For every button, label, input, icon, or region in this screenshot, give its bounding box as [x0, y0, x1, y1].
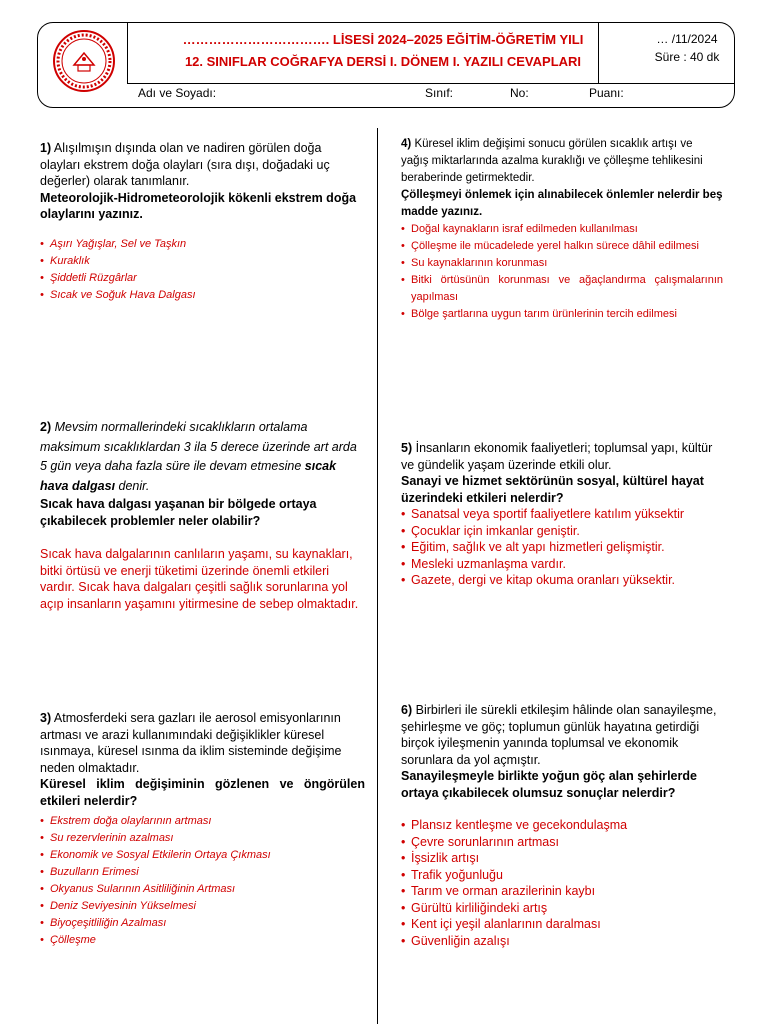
question-prompt: Sıcak hava dalgası yaşanan bir bölgede ortaya çıkabilecek problemler neler olabilir?: [40, 497, 317, 528]
exam-date: … /11/2024: [656, 32, 718, 46]
answer-item: • Şiddetli Rüzgârlar: [40, 270, 365, 287]
question-term: sıcak hava dalgası: [40, 459, 337, 493]
question-6: [401, 702, 723, 949]
answer-item: • Trafik yoğunluğu: [401, 867, 723, 884]
question-prompt: Sanayileşmeyle birlikte yoğun göç alan şehirlerde ortaya çıkabilecek olumsuz sonuçlar nelerdir?: [401, 769, 697, 800]
question-prompt: Sanayi ve hizmet sektörünün sosyal, kültürel hayat üzerindeki etkileri nelerdir?: [401, 474, 704, 505]
answer-item: • Deniz Seviyesinin Yükselmesi: [40, 898, 365, 915]
answer-item: • Eğitim, sağlık ve alt yapı hizmetleri gelişmiştir.: [401, 539, 723, 556]
question-term-suffix: denir.: [115, 478, 150, 493]
answer-list: [40, 236, 365, 304]
column-divider: [377, 128, 378, 1024]
answer-item: • Çölleşme: [40, 932, 365, 949]
answer-item: • Kent içi yeşil alanlarının daralması: [401, 916, 723, 933]
answer-item: • Ekstrem doğa olaylarının artması: [40, 813, 365, 830]
answer-item: • Çocuklar için imkanlar geniştir.: [401, 523, 723, 540]
answer-item: • Aşırı Yağışlar, Sel ve Taşkın: [40, 236, 365, 253]
answer-item: • Plansız kentleşme ve gecekondulaşma: [401, 817, 723, 834]
answer-item: • Bölge şartlarına uygun tarım ürünlerinin tercih edilmesi: [401, 306, 723, 323]
answer-item: • Gürültü kirliliğindeki artış: [401, 900, 723, 917]
question-text: Alışılmışın dışında olan ve nadiren görülen doğa olayları ekstrem doğa olayları (sıra dışı, doğadaki uç değerler) olarak tanımlanır.: [40, 141, 330, 188]
score-field-label: Puanı:: [589, 86, 624, 100]
question-number: 2): [40, 420, 52, 434]
answer-list: [40, 813, 365, 949]
question-prompt: Meteorolojik-Hidrometeorolojik kökenli ekstrem doğa olaylarını yazınız.: [40, 190, 357, 221]
answer-text: Sıcak hava dalgalarının canlıların yaşamı, su kaynakları, bitki örtüsü ve enerji tüketimi üzerinde önemli etkileri vardır. Sıcak hava dalgaları çeşitli sağlık sorunlarına yol açıp insanların yaşamını yitirmesine de sebep olmaktadır.: [40, 547, 359, 611]
question-number: 5): [401, 441, 413, 455]
class-field-label: Sınıf:: [425, 86, 454, 100]
answer-list: [401, 221, 723, 323]
question-number: 1): [40, 141, 52, 155]
answer-item: • Sanatsal veya sportif faaliyetlere katılım yüksektir: [401, 506, 723, 523]
answer-item: • Çölleşme ile mücadelede yerel halkın sürece dâhil edilmesi: [401, 238, 723, 255]
question-text: Mevsim normallerindeki sıcaklıkların ortalama maksimum sıcaklıklardan 3 ila 5 derece üzerinde art arda 5 gün veya daha fazla süre ile devam etmesine: [40, 420, 357, 473]
answer-item: • Su kaynaklarının korunması: [401, 255, 723, 272]
answer-item: • Güvenliğin azalışı: [401, 933, 723, 950]
question-5: [401, 440, 723, 589]
answer-item: • Çevre sorunlarının artması: [401, 834, 723, 851]
exam-title-line1: ……………………………. LİSESİ 2024–2025 EĞİTİM-ÖĞRETİM YILI: [182, 32, 584, 47]
answer-item: • Sıcak ve Soğuk Hava Dalgası: [40, 287, 365, 304]
question-1: [40, 140, 365, 304]
answer-item: • Mesleki uzmanlaşma vardır.: [401, 556, 723, 573]
answer-item: • Tarım ve orman arazilerinin kaybı: [401, 883, 723, 900]
question-text: İnsanların ekonomik faaliyetleri; toplumsal yapı, kültür ve gündelik yaşam üzerinde etkili olur.: [401, 441, 713, 472]
meb-seal-icon: [52, 29, 116, 93]
question-text: Atmosferdeki sera gazları ile aerosol emisyonlarının artması ve arazi kullanımındaki değişiklikler küresel ısınmaya, küresel ısınma da iklim sisteminde değişime neden olmaktadır.: [40, 711, 342, 775]
name-field-label: Adı ve Soyadı:: [138, 86, 217, 100]
answer-list: [401, 817, 723, 949]
answer-item: • Buzulların Erimesi: [40, 864, 365, 881]
answer-item: • Gazete, dergi ve kitap okuma oranları yüksektir.: [401, 572, 723, 589]
question-prompt: Küresel iklim değişiminin gözlenen ve öngörülen etkileri nelerdir?: [40, 777, 365, 808]
number-field-label: No:: [510, 86, 529, 100]
answer-item: • Kuraklık: [40, 253, 365, 270]
exam-duration: Süre : 40 dk: [654, 50, 720, 64]
question-2: [40, 418, 365, 612]
answer-list: [401, 506, 723, 589]
question-number: 6): [401, 703, 413, 717]
question-3: [40, 710, 365, 949]
exam-title-line2: 12. SINIFLAR COĞRAFYA DERSİ I. DÖNEM I. YAZILI CEVAPLARI: [184, 54, 582, 69]
question-text: Küresel iklim değişimi sonucu görülen sıcaklık artışı ve yağış miktarlarında azalma kuraklığı ve çölleşme tehlikesini beraberinde getirmektedir.: [401, 138, 703, 184]
question-number: 3): [40, 711, 52, 725]
question-text: Birbirleri ile sürekli etkileşim hâlinde olan sanayileşme, şehirleşme ve göç; toplumun günlük hayatına getirdiği birçok iyileşmenin yanında toplumsal ve ekonomik sorunlara da yol açmıştır.: [401, 703, 717, 767]
answer-item: • İşsizlik artışı: [401, 850, 723, 867]
answer-item: • Ekonomik ve Sosyal Etkilerin Ortaya Çıkması: [40, 847, 365, 864]
question-4: [401, 136, 723, 323]
answer-item: • Biyoçeşitliliğin Azalması: [40, 915, 365, 932]
exam-header: [37, 22, 735, 108]
answer-item: • Okyanus Sularının Asitliliğinin Artması: [40, 881, 365, 898]
answer-item: • Doğal kaynakların israf edilmeden kullanılması: [401, 221, 723, 238]
answer-item: • Bitki örtüsünün korunması ve ağaçlandırma çalışmalarının yapılması: [401, 272, 723, 306]
answer-item: • Su rezervlerinin azalması: [40, 830, 365, 847]
question-number: 4): [401, 138, 412, 150]
question-prompt: Çölleşmeyi önlemek için alınabilecek önlemler nelerdir beş madde yazınız.: [401, 189, 723, 218]
